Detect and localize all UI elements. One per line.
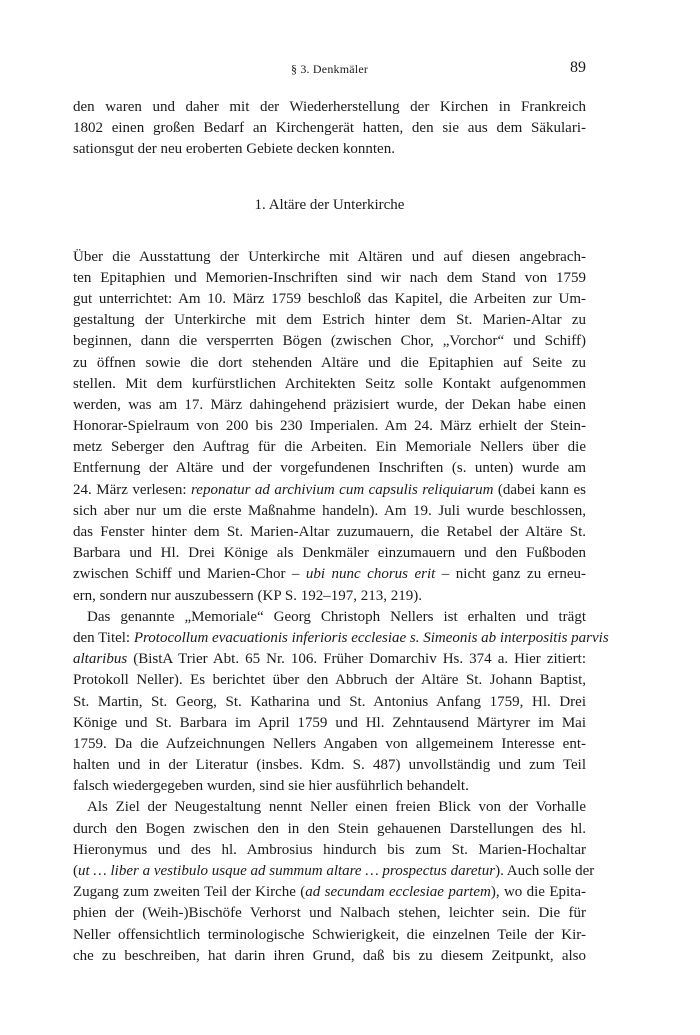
text-line: durch den Bogen zwischen den in den Stein gehauenen Darstellungen des hl.	[73, 820, 586, 837]
text-segment: den Titel:	[73, 629, 134, 646]
text-line: Über die Ausstattung der Unterkirche mit Altären und auf diesen angebrach-	[73, 248, 586, 265]
page-number: 89	[570, 59, 586, 76]
running-head: § 3. Denkmäler	[290, 62, 369, 76]
section-heading: 1. Altäre der Unterkirche	[254, 196, 405, 213]
text-line: sich aber nur um die erste Maßnahme handeln). Am 19. Juli wurde beschlossen,	[73, 502, 586, 519]
text-line	[73, 861, 595, 882]
text-line: den waren und daher mit der Wiederherstellung der Kirchen in Frankreich	[73, 99, 586, 115]
latin-quotation: ad secundam ecclesiae partem	[305, 884, 491, 901]
text-line: phien der (Weih-)Bischöfe Verhorst und Nalbach stehen, leichter sein. Die für	[73, 905, 586, 922]
latin-quotation: Protocollum evacuationis inferioris ecclesiae s. Simeonis ab interpositis parvis	[133, 629, 609, 646]
text-line: halten und in der Literatur (insbes. Kdm. S. 487) unvollständig und zum Teil	[73, 757, 586, 774]
text-segment: ). Auch solle der	[495, 863, 595, 879]
text-segment: ), wo die Epita-	[490, 884, 586, 901]
text-line: gut unterrichtet: Am 10. März 1759 beschloß das Kapitel, die Arbeiten zur Um-	[73, 290, 586, 307]
text-segment: Zugang zum zweiten Teil der Kirche (	[73, 884, 306, 901]
latin-quotation: ubi nunc chorus erit	[305, 566, 436, 583]
text-line: Hieronymus und des hl. Ambrosius hindurch bis zum St. Marien-Hochaltar	[73, 841, 586, 858]
text-line: gestaltung der Unterkirche mit dem Estrich hinter dem St. Marien-Altar zu	[73, 312, 586, 329]
text-line: 1802 einen großen Bedarf an Kirchengerät hatten, den sie aus dem Säkulari-	[73, 120, 586, 137]
text-segment: (	[73, 863, 78, 879]
text-line: Entfernung der Altäre und der vorgefundenen Inschriften (s. unten) wurde am	[73, 460, 586, 477]
text-line	[73, 882, 586, 903]
page-body	[73, 97, 609, 967]
text-line	[73, 628, 609, 649]
text-segment: (dabei kann es	[493, 481, 586, 498]
text-line: zu öffnen sowie die dort stehenden Altäre und die Epitaphien auf Seite zu	[73, 354, 586, 371]
text-line: beginnen, dann die versperrten Bögen (zwischen Chor, „Vorchor“ und Schiff)	[73, 333, 586, 350]
text-line: 1759. Da die Aufzeichnungen Nellers Angaben von allgemeinem Interesse ent-	[73, 735, 586, 752]
text-line	[73, 649, 586, 670]
text-line: ern, sondern nur auszubessern (KP S. 192–197, 213, 219).	[73, 587, 422, 604]
text-segment: – nicht ganz zu erneu-	[435, 566, 586, 583]
text-line: Neller offensichtlich terminologische Schwierigkeit, die einzelnen Teile der Kir-	[73, 926, 586, 943]
text-line: Protokoll Neller). Es berichtet über den Abbruch der Altäre St. Johann Baptist,	[73, 672, 586, 689]
text-segment: (BistA Trier Abt. 65 Nr. 106. Früher Domarchiv Hs. 374 a. Hier zitiert:	[127, 651, 586, 668]
text-line: das Fenster hinter dem St. Marien-Altar zuzumauern, die Retabel der Altäre St.	[73, 524, 586, 540]
text-line: metz Seberger den Auftrag für die Arbeiten. Ein Memoriale Nellers über die	[73, 439, 586, 456]
text-line: stellen. Mit dem kurfürstlichen Architekten Seitz solle Kontakt aufgenommen	[73, 375, 586, 392]
text-line: Könige und St. Barbara im April 1759 und Hl. Zehntausend Märtyrer im Mai	[73, 714, 586, 731]
text-line: che zu beschreiben, hat darin ihren Grund, daß bis zu diesem Zeitpunkt, also	[73, 947, 586, 964]
text-line: ten Epitaphien und Memorien-Inschriften sind wir nach dem Stand von 1759	[73, 269, 586, 286]
page-header	[73, 59, 586, 82]
latin-quotation: ut … liber a vestibulo usque ad summum altare … prospectus daretur	[78, 863, 496, 879]
text-line: falsch wiedergegeben wurden, sind sie hier ausführlich behandelt.	[73, 778, 469, 795]
main-text	[73, 247, 609, 967]
text-line: sationsgut der neu eroberten Gebiete decken konnten.	[73, 141, 395, 158]
text-line: Barbara und Hl. Drei Könige als Denkmäler einzumauern und den Fußboden	[73, 545, 586, 562]
text-line: St. Martin, St. Georg, St. Katharina und St. Antonius Anfang 1759, Hl. Drei	[73, 693, 586, 710]
intro-paragraph	[73, 97, 586, 161]
text-line	[73, 564, 586, 585]
latin-quotation: reponatur ad archivium cum capsulis reliquiarum	[191, 481, 494, 498]
text-line: Das genannte „Memoriale“ Georg Christoph Nellers ist erhalten und trägt	[87, 608, 586, 625]
text-segment: zwischen Schiff und Marien-Chor –	[73, 566, 306, 583]
text-line: werden, was am 17. März dahingehend präzisiert wurde, der Dekan habe einen	[73, 396, 586, 413]
text-line	[73, 480, 586, 501]
text-line: Honorar-Spielraum von 200 bis 230 Imperialen. Am 24. März erhielt der Stein-	[73, 418, 586, 435]
latin-quotation: altaribus	[73, 651, 128, 668]
text-line: Als Ziel der Neugestaltung nennt Neller einen freien Blick von der Vorhalle	[87, 799, 586, 816]
text-segment: 24. März verlesen:	[73, 481, 191, 498]
